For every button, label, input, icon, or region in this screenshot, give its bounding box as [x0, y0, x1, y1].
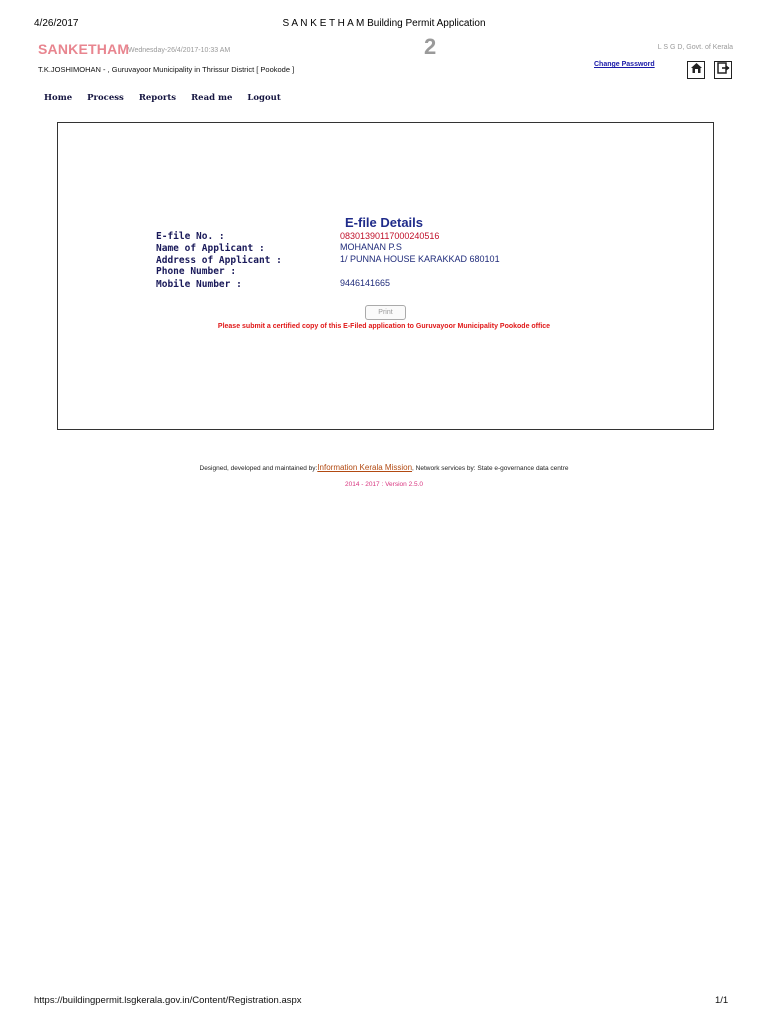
page-url: https://buildingpermit.lsgkerala.gov.in/Content/Registration.aspx [34, 995, 302, 1006]
home-button[interactable] [687, 61, 705, 79]
network-text: , Network services by: State e-governance data centre [412, 465, 569, 472]
home-icon [690, 61, 703, 79]
nav-read-me[interactable]: Read me [191, 93, 233, 103]
main-nav [44, 93, 296, 103]
applicant-name-label: Name of Applicant : [156, 243, 265, 254]
efile-no-label: E-file No. : [156, 231, 225, 242]
nav-logout[interactable]: Logout [247, 93, 281, 103]
print-page-title: S A N K E T H A M Building Permit Application [282, 18, 486, 29]
efile-details-title: E-file Details [344, 215, 424, 230]
credits-line [0, 463, 768, 472]
exit-button[interactable] [714, 61, 732, 79]
nav-process[interactable]: Process [87, 93, 124, 103]
applicant-address-label: Address of Applicant : [156, 255, 282, 266]
version-text: 2014 - 2017 : Version 2.5.0 [344, 481, 424, 488]
ikm-link[interactable]: Information Kerala Mission [317, 463, 413, 472]
nav-home[interactable]: Home [44, 93, 73, 103]
applicant-name-value: MOHANAN P.S [340, 242, 402, 252]
org-name: L S G D, Govt. of Kerala [657, 44, 733, 51]
designed-by-text: Designed, developed and maintained by: [199, 465, 318, 472]
print-date: 4/26/2017 [34, 18, 79, 29]
submission-notice: Please submit a certified copy of this E-Filed application to Guruvayoor Municipality Pookode office [217, 323, 551, 330]
user-info: T.K.JOSHIMOHAN - , Guruvayoor Municipality in Thrissur District [ Pookode ] [38, 65, 295, 74]
print-button[interactable]: Print [365, 305, 406, 320]
phone-number-label: Phone Number : [156, 266, 237, 277]
mobile-number-label: Mobile Number : [156, 279, 242, 290]
page-count: 1/1 [715, 995, 729, 1006]
efile-no-value: 08301390117000240516 [340, 231, 440, 241]
change-password-link[interactable]: Change Password [594, 61, 655, 68]
nav-reports[interactable]: Reports [138, 93, 177, 103]
exit-icon [717, 61, 730, 79]
current-datetime: Wednesday-26/4/2017-10:33 AM [128, 47, 231, 54]
mobile-number-value: 9446141665 [340, 278, 391, 288]
brand-logo: SANKETHAM [38, 41, 130, 57]
applicant-address-value: 1/ PUNNA HOUSE KARAKKAD 680101 [340, 254, 500, 264]
page-number: 2 [424, 34, 437, 59]
